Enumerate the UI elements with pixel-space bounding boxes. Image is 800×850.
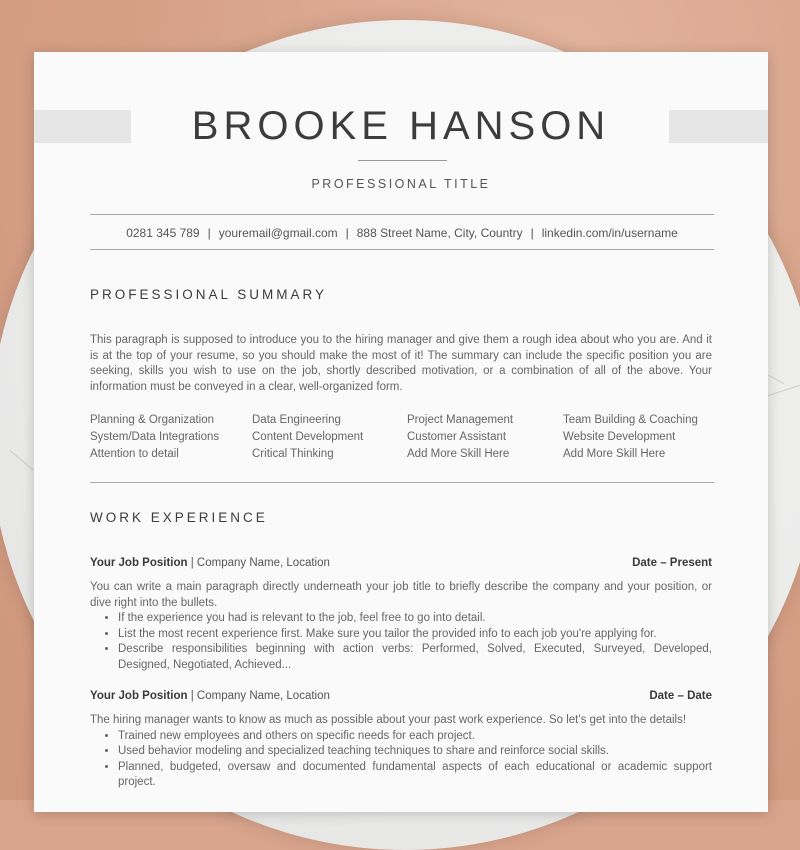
job-bullet: • Used behavior modeling and specialized teaching techniques to share and reinforce social skills. xyxy=(118,744,712,760)
job-summary: You can write a main paragraph directly underneath your job title to briefly describe the company and your position, or dive right into the bullets. xyxy=(90,581,712,609)
job-description xyxy=(90,580,712,673)
job-bullet: • If the experience you had is relevant to the job, feel free to go into detail. xyxy=(118,611,712,627)
summary-paragraph: This paragraph is supposed to introduce you to the hiring manager and give them a rough idea about who you are. And it is at the top of your resume, so you should make the most of it! The summary can include the specific position you are seeking, skills you wish to use on the job, shortly described motivation, or a combination of all of the above. Your information must be conveyed in a clear, well-organized form. xyxy=(90,334,712,393)
contact-top-rule xyxy=(90,214,714,215)
contact-bottom-rule xyxy=(90,249,714,250)
skill-item: Critical Thinking xyxy=(252,448,334,460)
job-company: | Company Name, Location xyxy=(190,557,330,569)
contact-line xyxy=(90,226,714,240)
skill-item: Add More Skill Here xyxy=(563,448,666,460)
job-bullets xyxy=(90,729,712,791)
name-underline xyxy=(358,160,447,161)
skill-item: Customer Assistant xyxy=(407,431,507,443)
skill-item: Add More Skill Here xyxy=(407,448,510,460)
job-bullet: • Describe responsibilities beginning with action verbs: Performed, Solved, Executed, Surveyed, Developed, Designed, Negotiated, Achieved... xyxy=(118,642,712,673)
job-summary: The hiring manager wants to know as much as possible about your past work experience. So let's get into the details! xyxy=(90,714,687,726)
contact-separator: | xyxy=(207,226,211,240)
job-header xyxy=(90,690,712,702)
professional-title: PROFESSIONAL TITLE xyxy=(311,177,491,191)
skill-item: Attention to detail xyxy=(90,448,179,460)
job-position: Your Job Position xyxy=(90,690,188,702)
contact-separator: | xyxy=(345,226,349,240)
contact-address: 888 Street Name, City, Country xyxy=(356,226,523,240)
skill-item: Data Engineering xyxy=(252,414,341,426)
job-description xyxy=(90,713,712,791)
job-date: Date – Date xyxy=(649,690,712,702)
skill-item: Planning & Organization xyxy=(90,414,215,426)
job-company: | Company Name, Location xyxy=(190,690,330,702)
contact-phone: 0281 345 789 xyxy=(126,226,200,240)
experience-heading: WORK EXPERIENCE xyxy=(90,510,268,525)
skill-item: System/Data Integrations xyxy=(90,431,220,443)
skill-item: Team Building & Coaching xyxy=(563,414,698,426)
job-date: Date – Present xyxy=(632,557,712,569)
contact-email: youremail@gmail.com xyxy=(218,226,338,240)
summary-heading: PROFESSIONAL SUMMARY xyxy=(90,287,328,302)
skill-item: Project Management xyxy=(407,414,514,426)
resume-name: BROOKE HANSON xyxy=(191,104,611,148)
skills-bottom-rule xyxy=(90,482,714,483)
job-bullets xyxy=(90,611,712,673)
job-header xyxy=(90,557,712,569)
job-position: Your Job Position xyxy=(90,557,188,569)
skill-item: Content Development xyxy=(252,431,364,443)
contact-linkedin: linkedin.com/in/username xyxy=(541,226,678,240)
job-bullet: • Planned, budgeted, oversaw and documented fundamental aspects of each educational or academic support project. xyxy=(118,760,712,791)
contact-separator: | xyxy=(530,226,534,240)
resume-sheet xyxy=(34,52,768,812)
job-bullet: • List the most recent experience first. Make sure you tailor the provided info to each job you're applying for. xyxy=(118,627,712,643)
job-bullet: • Trained new employees and others on specific needs for each project. xyxy=(118,729,712,745)
skill-item: Website Development xyxy=(563,431,676,443)
